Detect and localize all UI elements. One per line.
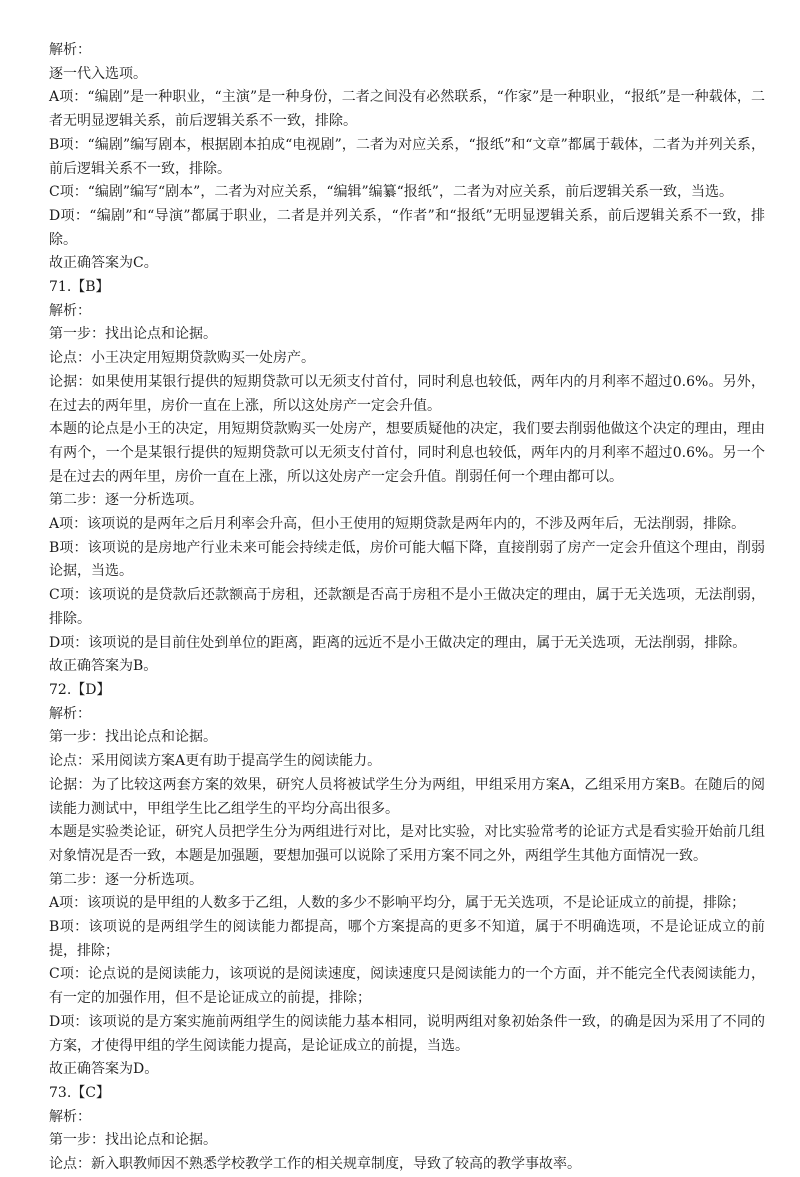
text-line: 第一步：找出论点和论据。 bbox=[49, 729, 217, 746]
text-line: 解析： bbox=[49, 42, 91, 58]
text-line: D项：该项说的是目前住处到单位的距离，距离的远近不是小王做决定的理由，属于无关选项，无法削弱，排除。 bbox=[49, 634, 747, 651]
text-line: 第一步：找出论点和论据。 bbox=[49, 1132, 217, 1149]
text-line: 第一步：找出论点和论据。 bbox=[49, 326, 217, 343]
question-number: 73.【C】 bbox=[49, 1084, 110, 1101]
text-line: B项：该项说的是房地产行业未来可能会持续走低，房价可能大幅下降，直接削弱了房产一定会升值这个理由，削弱论据，当选。 bbox=[49, 539, 765, 580]
text-line: B项：“编剧”编写剧本，根据剧本拍成“电视剧”，二者为对应关系，“报纸”和“文章”都属于载体，二者为并列关系，前后逻辑关系不一致，排除。 bbox=[49, 136, 765, 177]
text-line: C项：论点说的是阅读能力，该项说的是阅读速度，阅读速度只是阅读能力的一个方面，并不能完全代表阅读能力，有一定的加强作用，但不是论证成立的前提，排除； bbox=[49, 966, 765, 1007]
text-line: A项：该项说的是两年之后月利率会升高，但小王使用的短期贷款是两年内的，不涉及两年后，无法削弱，排除。 bbox=[49, 516, 746, 533]
text-line: 论据：如果使用某银行提供的短期贷款可以无须支付首付，同时利息也较低，两年内的月利率不超过0.6%。另外，在过去的两年里，房价一直在上涨，所以这处房产一定会升值。 bbox=[49, 373, 765, 414]
text-line: B项：该项说的是两组学生的阅读能力都提高，哪个方案提高的更多不知道，属于不明确选项，不是论证成立的前提，排除； bbox=[49, 919, 765, 959]
text-line: C项：该项说的是贷款后还款额高于房租，还款额是否高于房租不是小王做决定的理由，属于无关选项，无法削弱，排除。 bbox=[49, 587, 765, 627]
text-line: 本题的论点是小王的决定，用短期贷款购买一处房产，想要质疑他的决定，我们要去削弱他做这个决定的理由，理由有两个，一个是某银行提供的短期贷款可以无须支付首付，同时利息也较低，两年内的月利率不超过0.6%。另一个是在过去的两年里，房价一直在上涨，所以这处房产一定会升值。削弱任何一个理由都可以。 bbox=[49, 421, 765, 485]
text-line: 故正确答案为C。 bbox=[49, 255, 158, 272]
question-number: 72.【D】 bbox=[49, 681, 111, 698]
text-line: 解析： bbox=[49, 302, 91, 319]
text-line: 解析： bbox=[49, 1108, 91, 1125]
text-line: 论点：采用阅读方案A更有助于提高学生的阅读能力。 bbox=[49, 753, 382, 770]
text-line: A项：“编剧”是一种职业，“主演”是一种身份，二者之间没有必然联系，“作家”是一种职业，“报纸”是一种载体，二者无明显逻辑关系，前后逻辑关系不一致，排除。 bbox=[49, 89, 765, 130]
text-line: 解析： bbox=[49, 705, 91, 722]
text-line: 第二步：逐一分析选项。 bbox=[49, 492, 203, 509]
text-line: 论点：新入职教师因不熟悉学校教学工作的相关规章制度，导致了较高的教学事故率。 bbox=[49, 1156, 581, 1173]
text-line: 逐一代入选项。 bbox=[49, 65, 147, 82]
text-line: 论点：小王决定用短期贷款购买一处房产。 bbox=[49, 350, 315, 367]
question-number: 71.【B】 bbox=[49, 279, 110, 296]
text-line: D项：“编剧”和“导演”都属于职业，二者是并列关系，“作者”和“报纸”无明显逻辑关系，前后逻辑关系不一致，排除。 bbox=[49, 207, 765, 248]
text-line: D项：该项说的是方案实施前两组学生的阅读能力基本相同，说明两组对象初始条件一致，的确是因为采用了不同的方案，才使得甲组的学生阅读能力提高，是论证成立的前提，当选。 bbox=[49, 1013, 765, 1054]
text-line: 故正确答案为B。 bbox=[49, 658, 158, 675]
text-line: 第二步：逐一分析选项。 bbox=[49, 871, 203, 888]
text-line: C项：“编剧”编写“剧本”，二者为对应关系，“编辑”编纂“报纸”，二者为对应关系，前后逻辑关系一致，当选。 bbox=[49, 184, 733, 201]
text-line: 故正确答案为D。 bbox=[49, 1061, 159, 1078]
text-line: A项：该项说的是甲组的人数多于乙组，人数的多少不影响平均分，属于无关选项，不是论证成立的前提，排除； bbox=[49, 895, 746, 912]
text-line: 本题是实验类论证，研究人员把学生分为两组进行对比，是对比实验，对比实验常考的论证方式是看实验开始前几组对象情况是否一致，本题是加强题，要想加强可以说除了采用方案不同之外，两组学生其他方面情况一致。 bbox=[49, 824, 765, 864]
text-line: 论据：为了比较这两套方案的效果，研究人员将被试学生分为两组，甲组采用方案A，乙组采用方案B。在随后的阅读能力测试中，甲组学生比乙组学生的平均分高出很多。 bbox=[49, 776, 765, 817]
